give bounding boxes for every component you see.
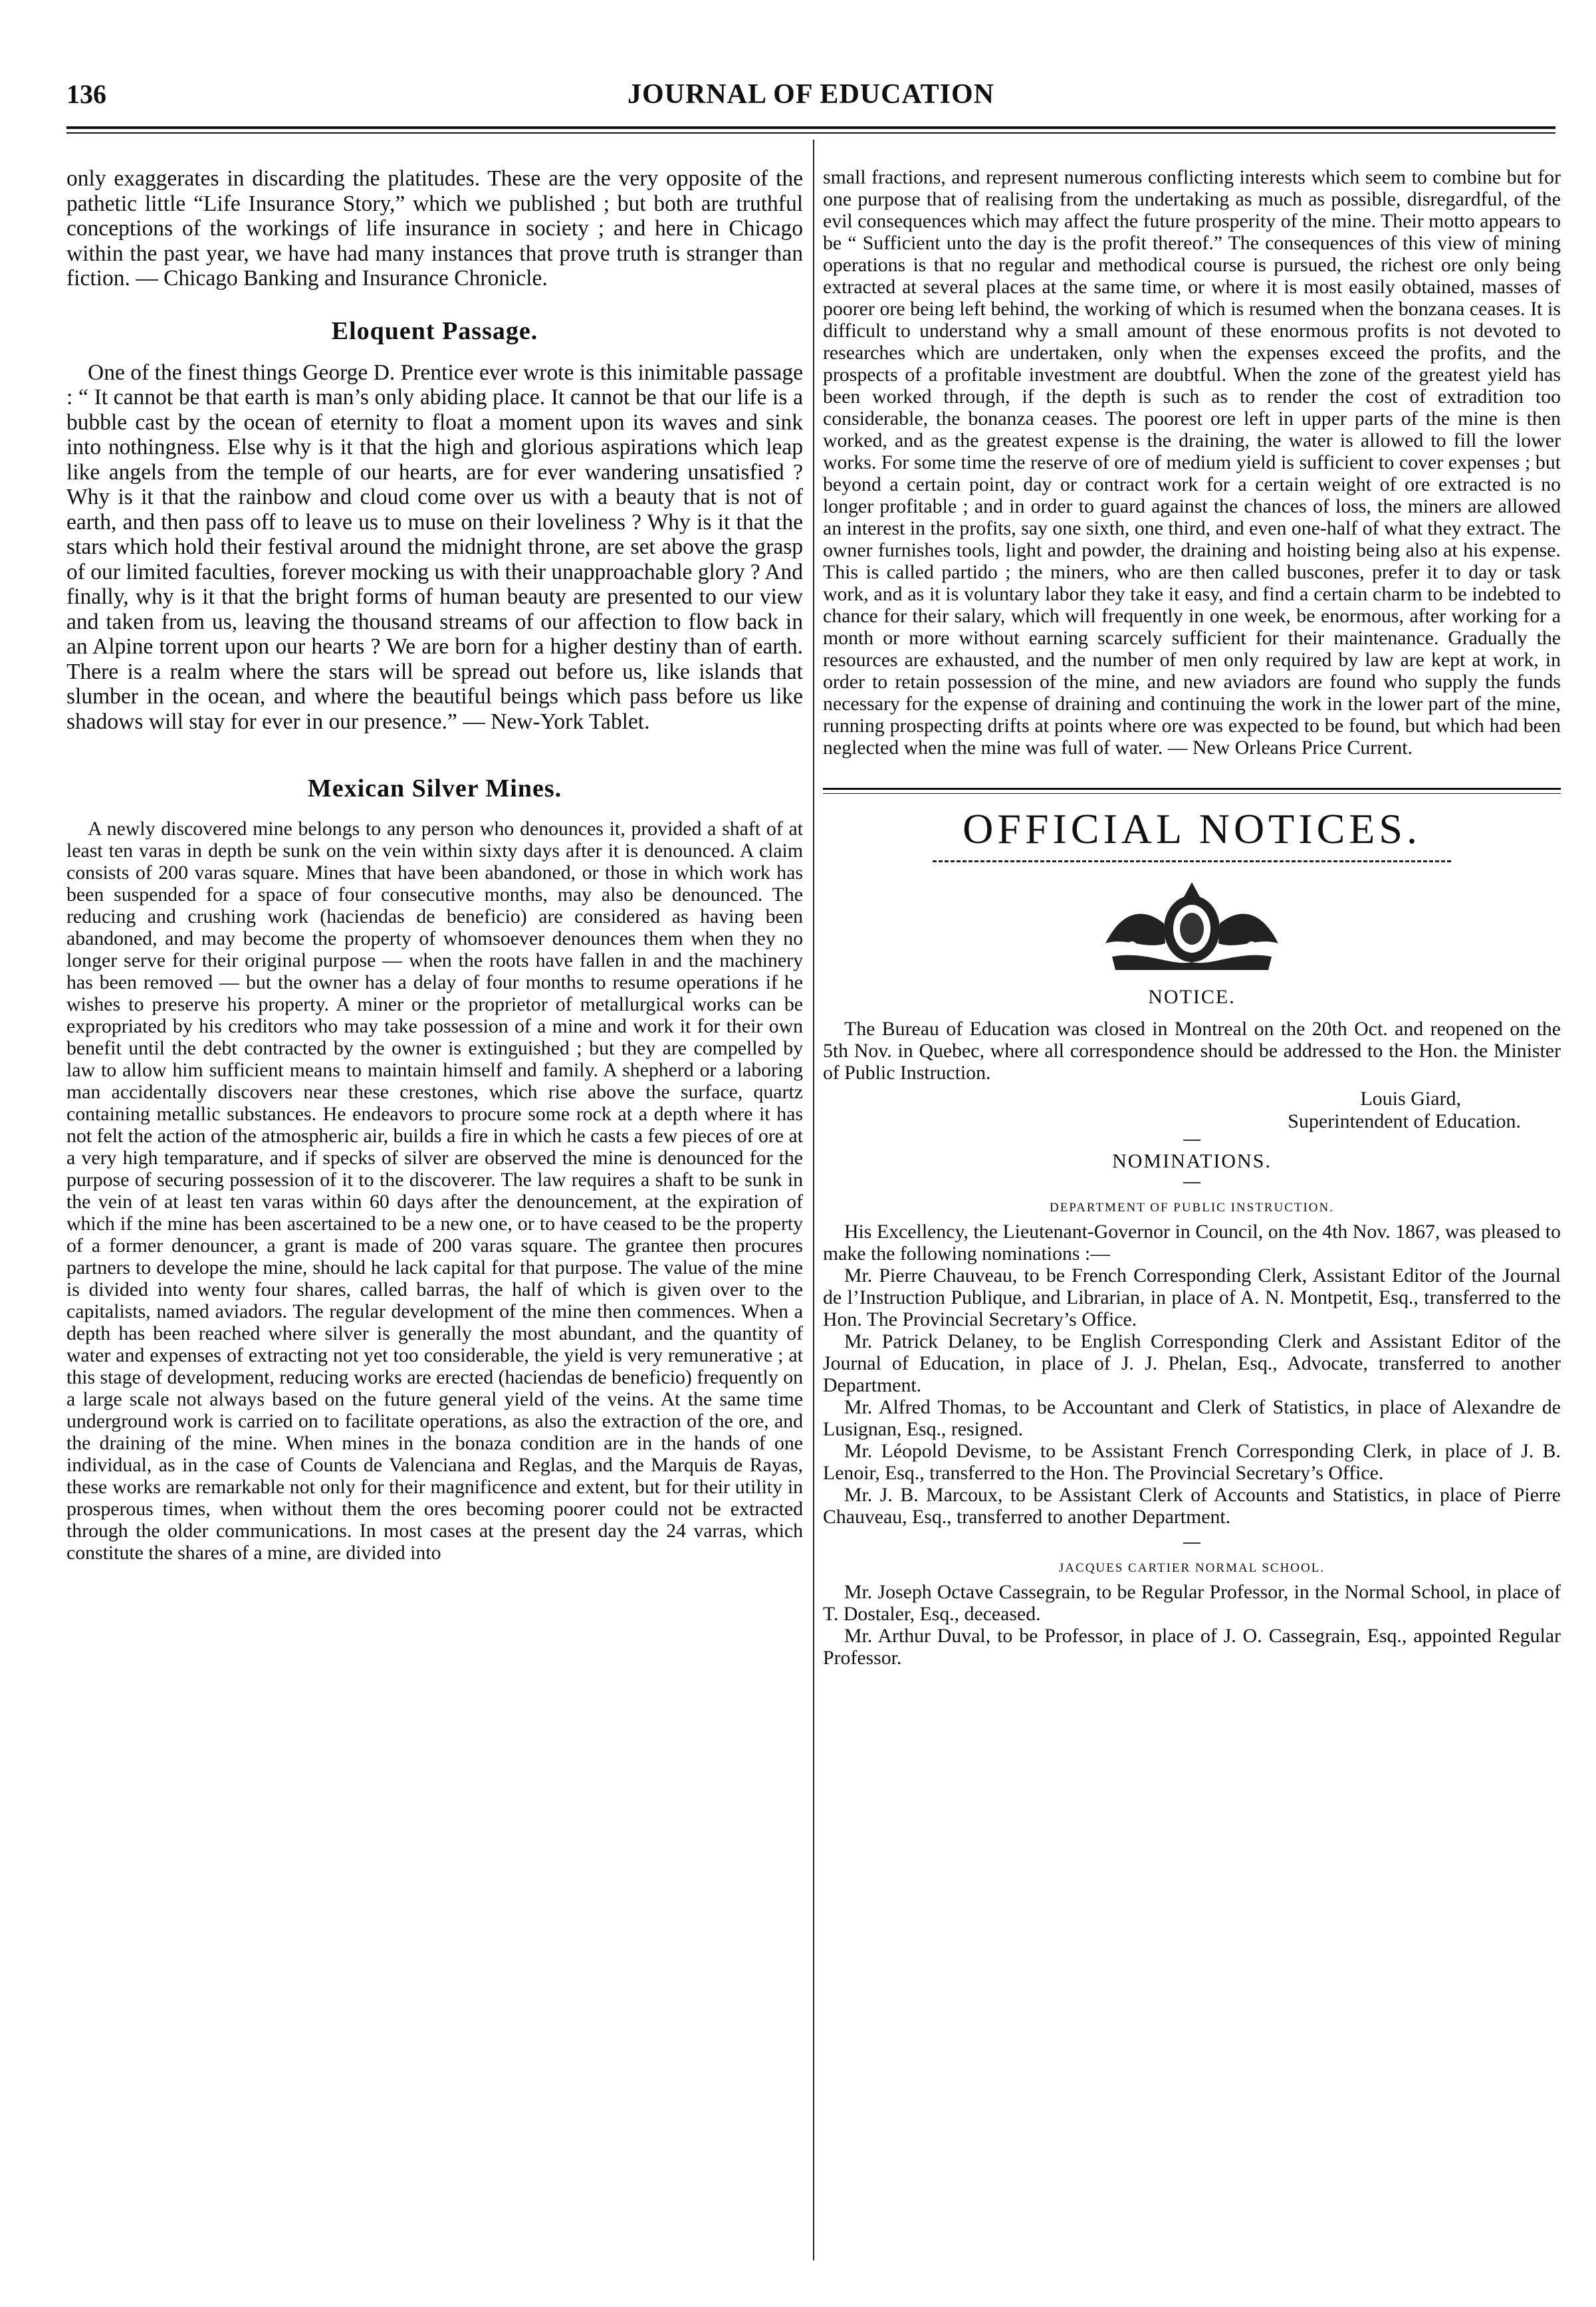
nomination-item: Mr. Léopold Devisme, to be Assistant French Corresponding Clerk, in place of J. B. Lenoir, Esq., transferred to the Hon. The Provincial Secretary’s Office.	[823, 1440, 1561, 1484]
nomination-item: Mr. Patrick Delaney, to be English Corresponding Clerk and Assistant Editor of the Journal of Education, in place of J. J. Phelan, Esq., Advocate, transferred to another Department.	[823, 1330, 1561, 1396]
mexican-silver-mines-heading: Mexican Silver Mines.	[307, 775, 562, 802]
nomination-item: Mr. J. B. Marcoux, to be Assistant Clerk of Accounts and Statistics, in place of Pierre Chauveau, Esq., transferred to another Department.	[823, 1484, 1561, 1528]
signature-name: Louis Giard,	[1360, 1088, 1461, 1110]
left-column	[66, 166, 803, 1564]
article-continuation: only exaggerates in discarding the platitudes. These are the very opposite of the pathetic little “Life Insurance Story,” which we published ; but both are truthful conceptions of the workings of life insurance in society ; and here in Chicago within the past year, we have had many instances that prove truth is stranger than fiction. — Chicago Banking and Insurance Chronicle.	[66, 166, 803, 291]
separator-dash	[1183, 1140, 1200, 1141]
notices-top-rule	[823, 788, 1561, 794]
crest-emblem	[1092, 877, 1292, 977]
signature-title: Superintendent of Education.	[1288, 1110, 1521, 1132]
nomination-item: Mr. Alfred Thomas, to be Accountant and Clerk of Statistics, in place of Alexandre de Lusignan, Esq., resigned.	[823, 1396, 1561, 1440]
mexican-silver-mines-continuation: small fractions, and represent numerous conflicting interests which seem to combine but for one purpose that of realising from the undertaking as much as possible, disregardful, of the evil consequences which may affect the future prosperity of the mine. Their motto appears to be “ Sufficient unto the day is the profit thereof.” The consequences of this view of mining operations is that no regular and methodical course is pursued, the richest ore only being extracted at several places at the same time, or where it is most easily obtained, masses of poorer ore being left behind, the working of which is resumed when the bonzana ceases. It is difficult to understand why a small amount of these enormous profits is not devoted to researches which are undertaken, only when the expenses exceed the profits, and the prospects of a profitable investment are doubtful. When the zone of the greatest yield has been worked through, if the depth is such as to render the cost of extradition too considerable, the bonanza ceases. The poorest ore left in upper parts of the mine is then worked, and as the greatest expense is the draining, the water is allowed to fill the lower works. For some time the reserve of ore of medium yield is sufficient to cover expenses ; but beyond a certain point, day or contract work for a certain weight of ore extracted is no longer profitable ; and in order to guard against the chances of loss, the miners are allowed an interest in the profits, say one sixth, one third, and even one-half of what they extract. The owner furnishes tools, light and powder, the draining and hoisting being also at his expense. This is called partido ; the miners, who are then called buscones, prefer it to day or task work, and as it is voluntary labor they take it easy, and find a certain charm to be indebted to chance for their salary, which will frequently in one week, be enormous, after working for a month or more without earning scarcely sufficient for their maintenance. Gradually the resources are exhausted, and the number of men only required by law are kept at work, in order to retain possession of the mine, and new aviadors are found who supply the funds necessary for the expense of draining and continuing the work in the lower part of the mine, running prospecting drifts at points where ore was expected to be found, but which had been neglected when the mine was full of water. — New Orleans Price Current.	[823, 166, 1561, 759]
normal-school-heading: JACQUES CARTIER NORMAL SCHOOL.	[1058, 1561, 1325, 1575]
notices-dashed-rule	[933, 860, 1451, 862]
header-rule-thin	[66, 132, 1555, 134]
mexican-silver-mines-body: A newly discovered mine belongs to any person who denounces it, provided a shaft of at least ten varas in depth be sunk on the vein within sixty days after it is denounced. A claim consists of 200 varas square. Mines that have been abandoned, or those in which work has been suspended for a space of four consecutive months, may also be denounced. The reducing and crushing work (haciendas de beneficio) are considered as having been abandoned, and may become the property of whomsoever denounces them when they no longer serve for their original purpose — when the roots have fallen in and the machinery has been removed — but the owner has a delay of four months to resume operations if he wishes to preserve his property. A miner or the proprietor of metallurgical works can be expropriated by his creditors who may take possession of a mine and work it for their own benefit until the debt contracted by the owner is extinguished ; but they are compelled by law to allow him sufficient means to maintain himself and family. A shepherd or a laboring man accidentally discovers near these crestones, which rise above the surface, quartz containing metallic substances. He endeavors to procure some rock at a depth where it has not felt the action of the atmospheric air, builds a fire in which he casts a few pieces of ore at a very high temparature, and if specks of silver are observed the mine is denounced for the purpose of securing possession of it to the discoverer. The law requires a shaft to be sunk in the vein of at least ten varas within 60 days after the denouncement, at the expiration of which if the mine has been ascertained to be a new one, or to have ceased to be the property of a former denouncer, a grant is made of 200 varas square. The grantee then procures partners to develope the mine, should he lack capital for that purpose. The value of the mine is divided into wenty four shares, called barras, the half of which is given over to the capitalists, named aviadors. The regular development of the mine then commences. When a depth has been reached where silver is generally the most abundant, and the quantity of water and expenses of extracting not yet too considerable, the yield is very remunerative ; at this stage of development, reducing works are erected (haciendas de beneficio) frequently on a large scale not always based on the future general yield of the veins. At the same time underground work is carried on to facilitate operations, as also the extraction of the ore, and the draining of the mine. When mines in the bonaza condition are in the hands of one individual, as in the case of Counts de Valenciana and Reglas, and the Marquis de Rayas, these works are remarkable not only for their magnificence and extent, but for their utility in prosperous times, when without them the ores becoming poorer could not be extracted through the older communications. In most cases at the present day the 24 varras, which constitute the shares of a mine, are divided into	[66, 818, 803, 1564]
eloquent-passage-body: One of the finest things George D. Prentice ever wrote is this inimitable passage : “ It cannot be that earth is man’s only abiding place. It cannot be that our life is a bubble cast by the ocean of eternity to float a moment upon its waves and sink into nothingness. Else why is it that the high and glorious aspirations which leap like angels from the temple of our hearts, are for ever wandering unsatisfied ? Why is it that the rainbow and cloud come over us with a beauty that is not of earth, and then pass off to leave us to muse on their loveliness ? Why is it that the stars which hold their festival around the midnight throne, are set above the grasp of our limited faculties, forever mocking us with their unapproachable glory ? And finally, why is it that the bright forms of human beauty are presented to our view and taken from us, leaving the thousand streams of our affection to flow back in an Alpine torrent upon our hearts ? We are born for a higher destiny than of earth. There is a realm where the stars will be spread out before us, like islands that slumber in the ocean, and where the beautiful beings which pass before us like shadows will stay for ever in our presence.” — New-York Tablet.	[66, 360, 803, 734]
eloquent-passage-heading: Eloquent Passage.	[331, 316, 538, 345]
right-column	[823, 166, 1561, 1669]
nominations-intro: His Excellency, the Lieutenant-Governor in Council, on the 4th Nov. 1867, was pleased to make the following nominations :—	[823, 1221, 1561, 1265]
journal-title: JOURNAL OF EDUCATION	[627, 79, 995, 110]
nominations-heading: NOMINATIONS.	[1112, 1150, 1272, 1172]
header-rule-thick	[66, 126, 1555, 129]
separator-dash	[1183, 1542, 1200, 1544]
normal-school-item: Mr. Arthur Duval, to be Professor, in place of J. O. Cassegrain, Esq., appointed Regular Professor.	[823, 1625, 1561, 1669]
normal-school-item: Mr. Joseph Octave Cassegrain, to be Regular Professor, in the Normal School, in place of T. Dostaler, Esq., deceased.	[823, 1581, 1561, 1625]
column-divider	[813, 140, 814, 2260]
separator-dash	[1183, 1182, 1200, 1183]
notice-body: The Bureau of Education was closed in Montreal on the 20th Oct. and reopened on the 5th Nov. in Quebec, where all correspondence should be addressed to the Hon. the Minister of Public Instruction.	[823, 1018, 1561, 1084]
department-heading: DEPARTMENT OF PUBLIC INSTRUCTION.	[1049, 1201, 1334, 1215]
official-notices-title: OFFICIAL NOTICES.	[963, 805, 1421, 852]
nomination-item: Mr. Pierre Chauveau, to be French Corresponding Clerk, Assistant Editor of the Journal de l’Instruction Publique, and Librarian, in place of A. N. Montpetit, Esq., transferred to the Hon. The Provincial Secretary’s Office.	[823, 1265, 1561, 1330]
page-number: 136	[66, 79, 106, 109]
notice-heading: NOTICE.	[1148, 986, 1236, 1008]
running-head	[66, 78, 1555, 118]
